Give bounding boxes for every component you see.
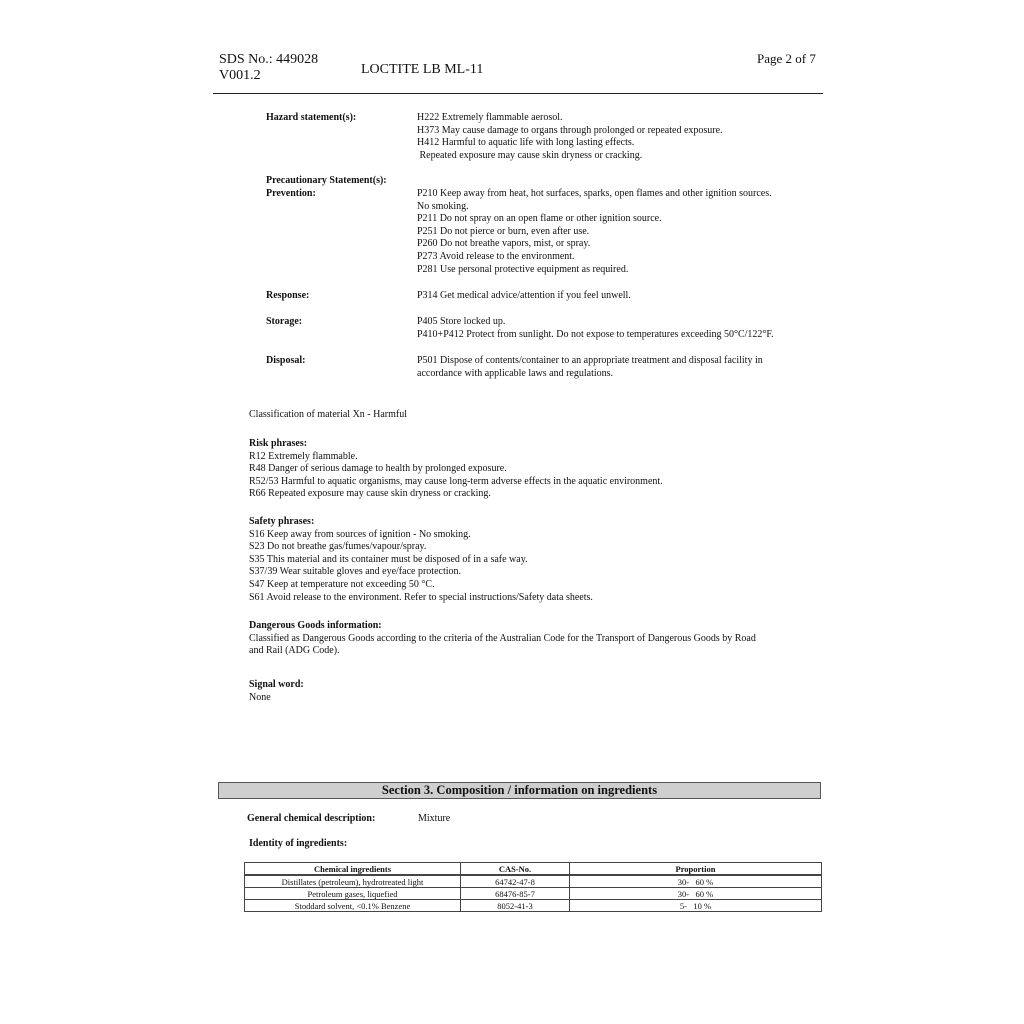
signal-word-label: Signal word: (249, 679, 304, 690)
storage-list (417, 316, 774, 341)
classification: Classification of material Xn - Harmful (249, 409, 408, 420)
risk-line: R48 Danger of serious damage to health by prolonged exposure. (249, 463, 507, 475)
proportion: 5- 10 % (570, 900, 822, 912)
risk-line: R66 Repeated exposure may cause skin dryness or cracking. (249, 488, 491, 500)
product-name: LOCTITE LB ML-11 (361, 62, 484, 77)
prevention-label: Prevention: (266, 188, 316, 199)
table-header-row (245, 863, 822, 876)
general-description-label: General chemical description: (247, 813, 376, 824)
response-line: P314 Get medical advice/attention if you feel unwell. (417, 290, 631, 301)
safety-line: S37/39 Wear suitable gloves and eye/face protection. (249, 566, 461, 578)
dangerous-goods (249, 620, 756, 658)
column-header: Chemical ingredients (245, 863, 461, 876)
safety-line: S23 Do not breathe gas/fumes/vapour/spray. (249, 541, 427, 553)
hazard-line: H222 Extremely flammable aerosol. (417, 112, 563, 123)
storage-line: P405 Store locked up. (417, 316, 506, 327)
column-header: CAS-No. (461, 863, 570, 876)
prevention-line: P260 Do not breathe vapors, mist, or spray. (417, 238, 591, 250)
prevention-line: P211 Do not spray on an open flame or other ignition source. (417, 213, 662, 225)
ingredient-name: Stoddard solvent, <0.1% Benzene (245, 900, 461, 912)
cas-number: 8052-41-3 (461, 900, 570, 912)
proportion: 30- 60 % (570, 875, 822, 888)
storage-line: P410+P412 Protect from sunlight. Do not expose to temperatures exceeding 50°C/122°F. (417, 328, 774, 340)
dangerous-goods-line: Classified as Dangerous Goods according to the criteria of the Australian Code for the Transport of Dangerous Goods by Road (249, 632, 756, 644)
table-row (245, 875, 822, 888)
prevention-line: P210 Keep away from heat, hot surfaces, sparks, open flames and other ignition sources. (417, 188, 772, 199)
safety-line: S16 Keep away from sources of ignition - No smoking. (249, 528, 471, 540)
ingredient-name: Petroleum gases, liquefied (245, 888, 461, 900)
risk-line: R12 Extremely flammable. (249, 450, 358, 462)
response-label: Response: (266, 290, 310, 301)
sds-number: SDS No.: 449028 (219, 52, 319, 67)
disposal-list (417, 355, 763, 380)
safety-line: S35 This material and its container must be disposed of in a safe way. (249, 553, 528, 565)
ingredient-name: Distillates (petroleum), hydrotreated light (245, 875, 461, 888)
table-row (245, 900, 822, 912)
section-3-header: Section 3. Composition / information on ingredients (218, 782, 821, 799)
hazard-label: Hazard statement(s): (266, 112, 357, 123)
signal-word (249, 679, 304, 704)
risk-phrases (249, 438, 663, 501)
precautionary-label: Precautionary Statement(s): (266, 175, 387, 186)
column-header: Proportion (570, 863, 822, 876)
dangerous-goods-line: and Rail (ADG Code). (249, 645, 340, 657)
safety-line: S47 Keep at temperature not exceeding 50 °C. (249, 578, 435, 590)
prevention-line: No smoking. (417, 200, 469, 212)
hazard-line: H373 May cause damage to organs through prolonged or repeated exposure. (417, 124, 723, 136)
dangerous-goods-label: Dangerous Goods information: (249, 620, 382, 631)
page-number: Page 2 of 7 (757, 51, 816, 66)
storage-label: Storage: (266, 316, 303, 327)
general-description-value: Mixture (418, 813, 451, 824)
ingredients-table (244, 862, 822, 912)
signal-word-value: None (249, 691, 271, 703)
header-divider (213, 93, 823, 94)
cas-number: 68476-85-7 (461, 888, 570, 900)
cas-number: 64742-47-8 (461, 875, 570, 888)
hazard-list (417, 112, 723, 162)
safety-label: Safety phrases: (249, 516, 315, 527)
safety-line: S61 Avoid release to the environment. Refer to special instructions/Safety data sheets. (249, 591, 593, 603)
prevention-line: P251 Do not pierce or burn, even after use. (417, 225, 590, 237)
table-row (245, 888, 822, 900)
safety-phrases (249, 516, 593, 604)
risk-line: R52/53 Harmful to aquatic organisms, may cause long-term adverse effects in the aquatic environment. (249, 475, 663, 487)
disposal-label: Disposal: (266, 355, 306, 366)
hazard-line: Repeated exposure may cause skin dryness or cracking. (417, 149, 643, 161)
identity-label: Identity of ingredients: (249, 838, 348, 849)
risk-label: Risk phrases: (249, 438, 308, 449)
prevention-line: P273 Avoid release to the environment. (417, 250, 575, 262)
version: V001.2 (219, 68, 261, 83)
proportion: 30- 60 % (570, 888, 822, 900)
prevention-list (417, 188, 772, 276)
hazard-line: H412 Harmful to aquatic life with long lasting effects. (417, 137, 635, 149)
disposal-line: accordance with applicable laws and regulations. (417, 367, 614, 379)
prevention-line: P281 Use personal protective equipment as required. (417, 263, 629, 275)
disposal-line: P501 Dispose of contents/container to an appropriate treatment and disposal facility in (417, 355, 763, 366)
